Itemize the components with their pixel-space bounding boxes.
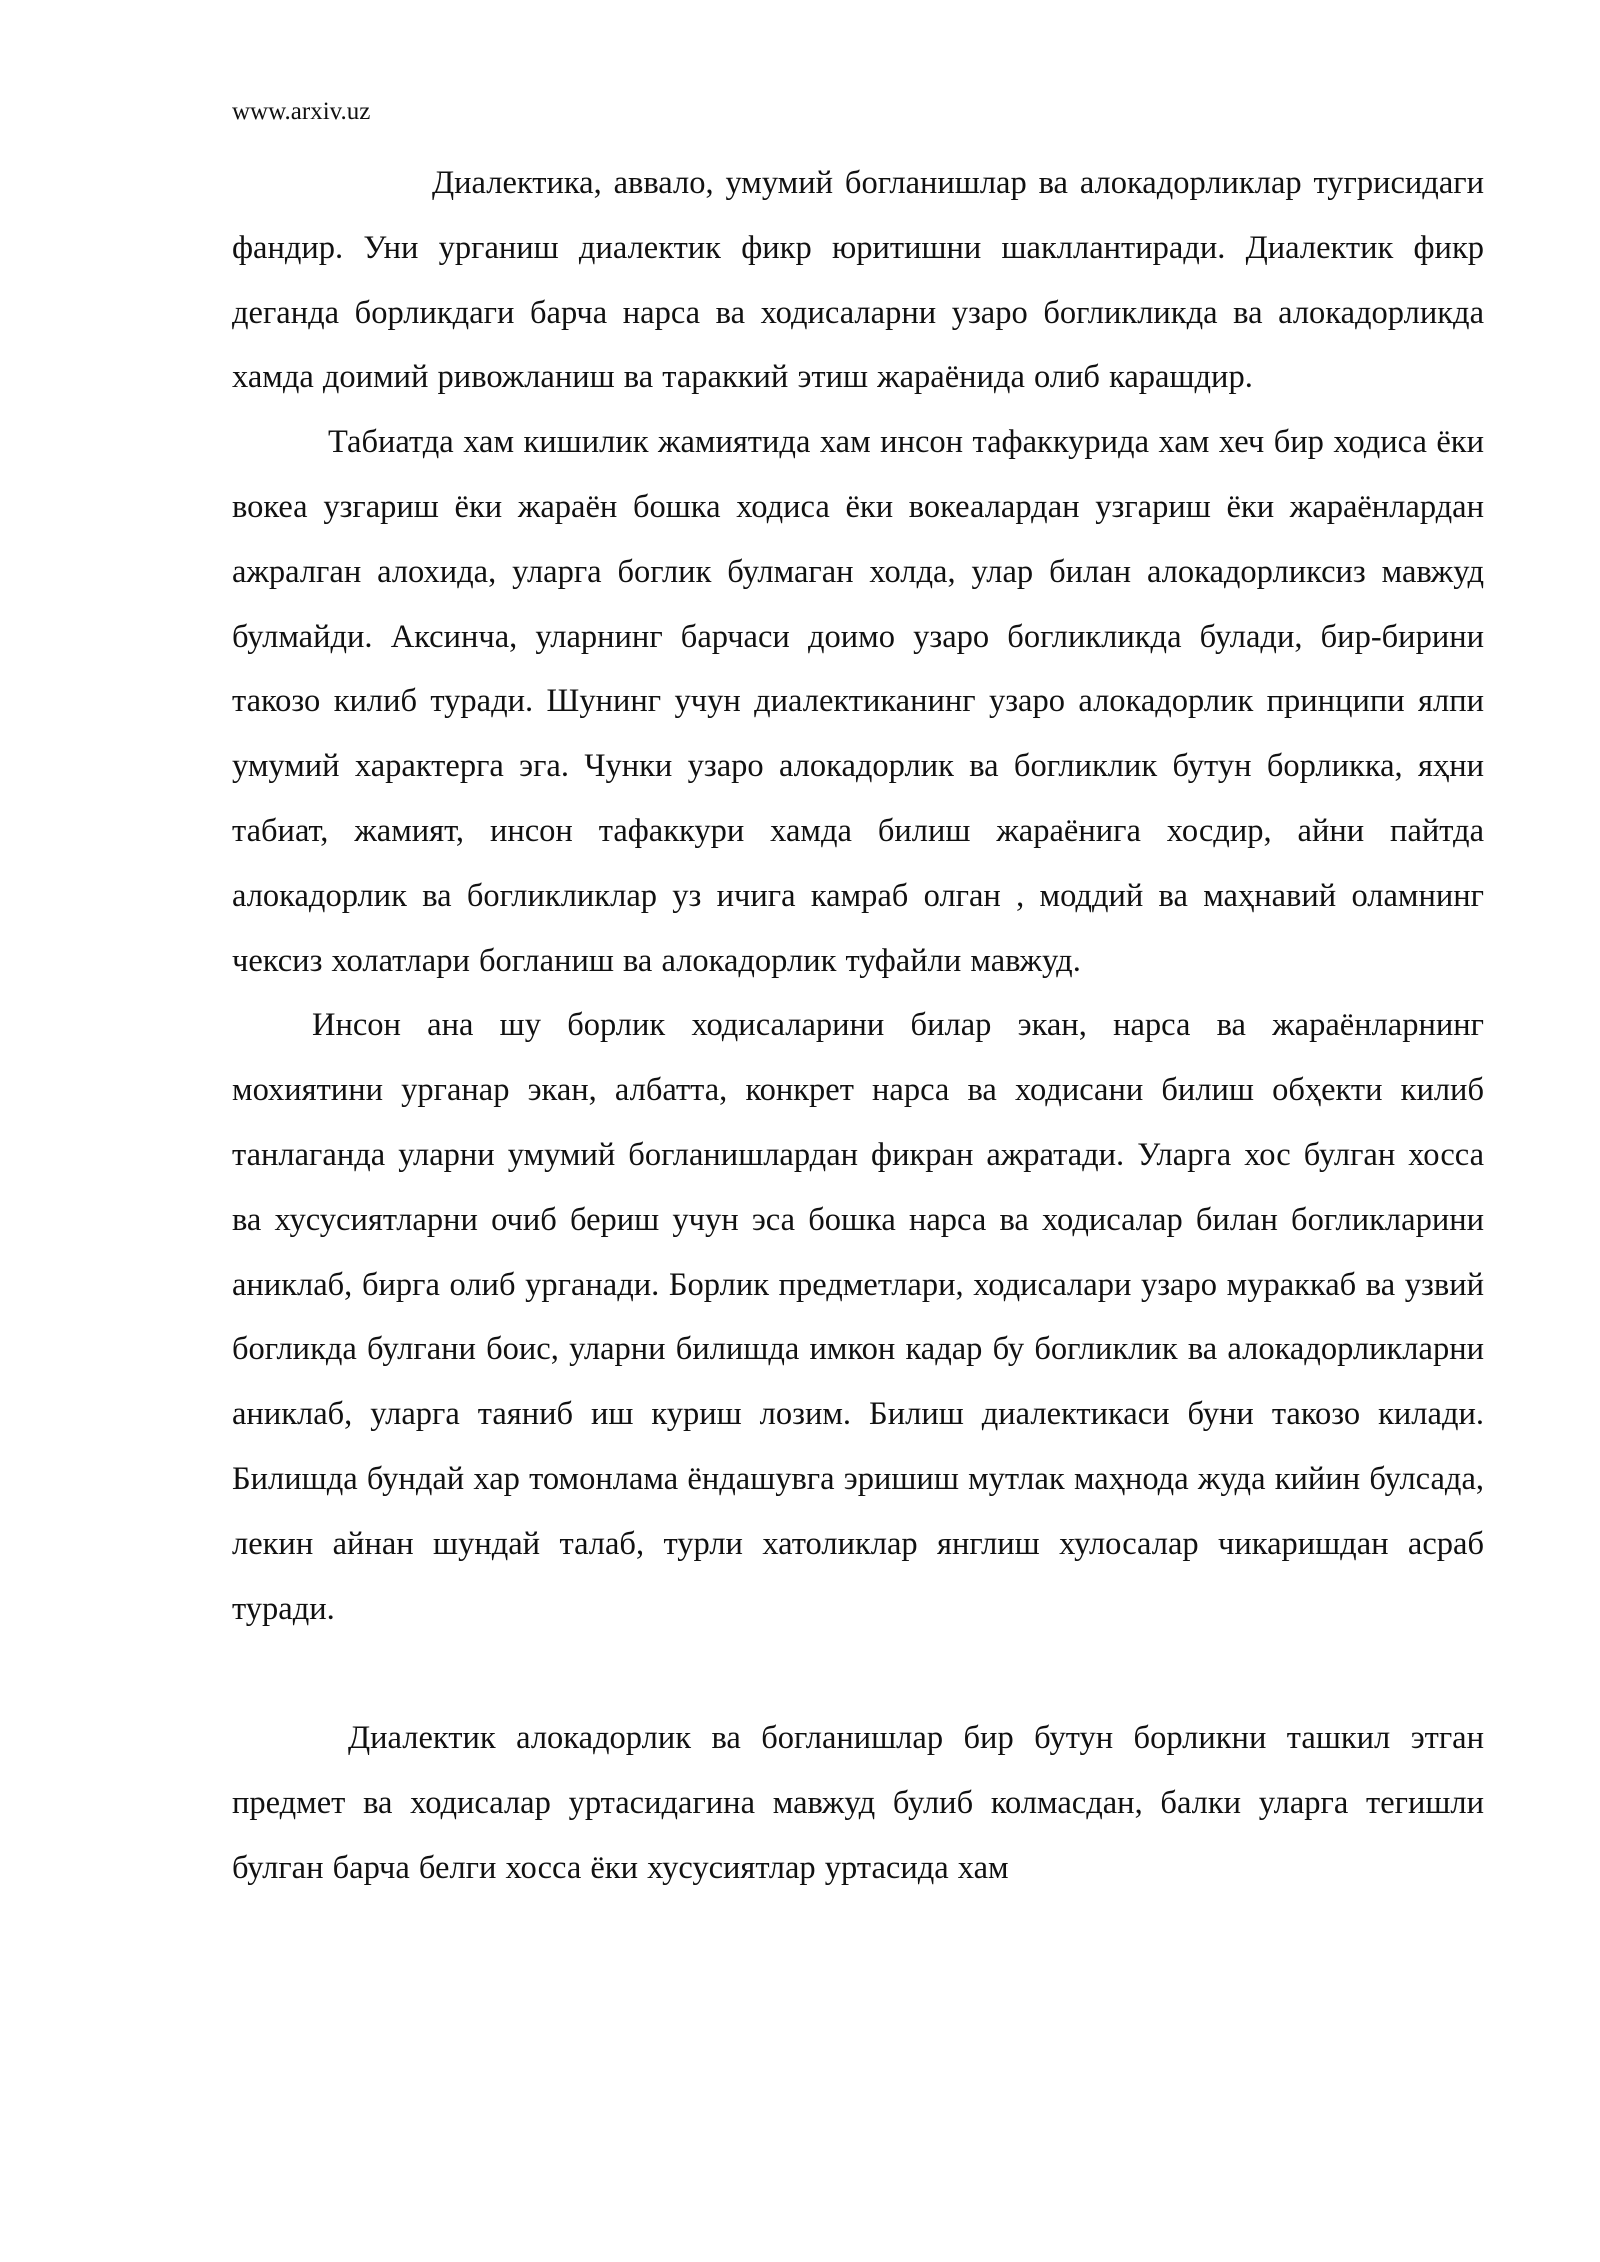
paragraph-1: Диалектика, аввало, умумий богланишлар ва алокадорликлар тугрисидаги фандир. Уни урганиш диалектик фикр юритишни шакллантиради. Диалектик фикр деганда борликдаги барча нарса ва ходисаларни узаро богликликда ва алокадорликда хамда доимий ривожланиш ва тараккий этиш жараёнида олиб карашдир.: [232, 165, 1484, 396]
paragraph-4: Диалектик алокадорлик ва богланишлар бир бутун борликни ташкил этган предмет ва ходисалар уртасидагина мавжуд булиб колмасдан, балки уларга тегишли булган барча белги хосса ёки хусусиятлар уртасида хам: [232, 1720, 1484, 1886]
document-body: [232, 151, 1484, 1901]
paragraph-2: Табиатда хам кишилик жамиятида хам инсон тафаккурида хам хеч бир ходиса ёки вокеа узгариш ёки жараён бошка ходиса ёки вокеалардан узгариш ёки жараёнлардан ажралган алохида, уларга боглик булмаган холда, улар билан алокадорликсиз мавжуд булмайди. Аксинча, уларнинг барчаси доимо узаро богликликда булади, бир-бирини такозо килиб туради. Шунинг учун диалектиканинг узаро алокадорлик принципи ялпи умумий характерга эга. Чунки узаро алокадорлик ва богликлик бутун борликка, яҳни табиат, жамият, инсон тафаккури хамда билиш жараёнига хосдир, айни пайтда алокадорлик ва богликликлар уз ичига камраб олган , моддий ва маҳнавий оламнинг чексиз холатлари богланиш ва алокадорлик туфайли мавжуд.: [232, 424, 1484, 979]
paragraph-3: Инсон ана шу борлик ходисаларини билар экан, нарса ва жараёнларнинг мохиятини урганар экан, албатта, конкрет нарса ва ходисани билиш обҳекти килиб танлаганда уларни умумий богланишлардан фикран ажратади. Уларга хос булган хосса ва хусусиятларни очиб бериш учун эса бошка нарса ва ходисалар билан богликларини аниклаб, бирга олиб урганади. Борлик предметлари, ходисалари узаро мураккаб ва узвий богликда булгани боис, уларни билишда имкон кадар бу богликлик ва алокадорликларни аниклаб, уларга таяниб иш куриш лозим. Билиш диалектикаси буни такозо килади. Билишда бундай хар томонлама ёндашувга эришиш мутлак маҳнода жуда кийин булсада, лекин айнан шундай талаб, турли хатоликлар янглиш хулосалар чикаришдан асраб туради.: [232, 1007, 1484, 1627]
source-url: www.arxiv.uz: [232, 98, 371, 125]
